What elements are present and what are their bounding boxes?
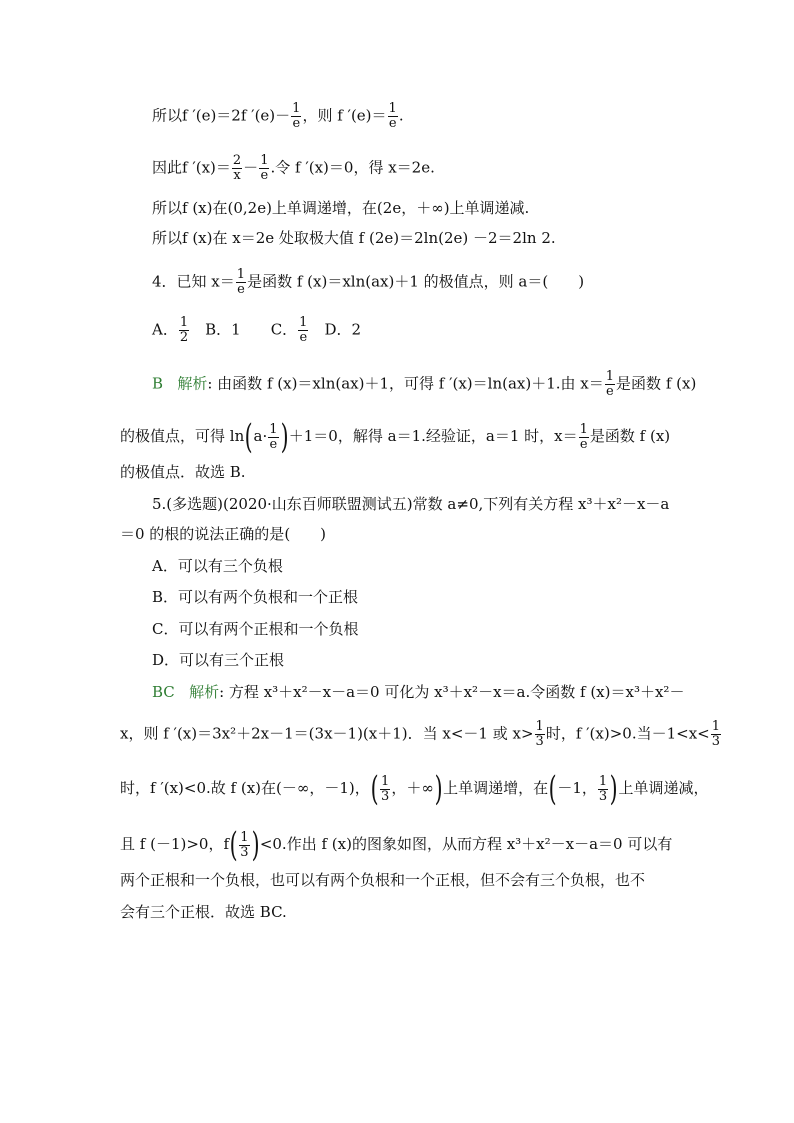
text-run: － <box>243 158 259 177</box>
analysis-label: 解析 <box>189 683 220 701</box>
text-run: 所以f ′(e)＝2f ′(e)－ <box>152 106 291 125</box>
solution-line-3: 所以f (x)在(0,2e)上单调递增，在(2e，＋∞)上单调递减. <box>152 199 530 217</box>
text-run: 4．已知 x＝ <box>152 272 235 291</box>
question-4-stem <box>152 268 584 297</box>
fraction: $\frac{1}{3}$ <box>240 829 249 860</box>
fraction: $\frac{1}{3}$ <box>598 773 608 804</box>
text-run: . <box>398 106 404 125</box>
right-paren: ) <box>609 769 618 809</box>
option-a: A．可以有三个负根 <box>152 557 283 575</box>
question-5-stem-1: 5.(多选题)(2020·山东百师联盟测试五)常数 a≠0,下列有关方程 x³＋x²－x－a <box>152 495 670 513</box>
fraction: $\frac{1}{e}$ <box>388 101 397 131</box>
question-4-options <box>152 316 361 345</box>
question-5-stem-2: ＝0 的根的说法正确的是( ) <box>120 525 327 543</box>
fraction: $\frac{1}{e}$ <box>605 369 615 399</box>
text-run: ，＋∞ <box>391 779 434 797</box>
fraction: $\frac{1}{e}$ <box>299 315 308 345</box>
left-paren: ( <box>370 769 379 809</box>
left-paren: ( <box>548 769 557 809</box>
solution-5-line-2 <box>120 720 722 749</box>
text-run: B．1 C． <box>190 320 298 339</box>
text-run: 的极值点，可得 ln <box>120 427 245 445</box>
fraction: $\frac{1}{e}$ <box>236 267 246 297</box>
solution-5-line-3 <box>120 769 709 809</box>
text-run: .令 f ′(x)＝0，得 x＝2e. <box>270 158 435 177</box>
analysis-label: 解析 <box>177 374 208 393</box>
text-run: 因此f ′(x)＝ <box>152 158 231 177</box>
text-run: a· <box>253 427 268 445</box>
text-run: 时，f ′(x)>0.当－1<x< <box>545 724 710 743</box>
fraction: $\frac{1}{e}$ <box>579 421 588 452</box>
solution-4-line-3: 的极值点．故选 B. <box>120 463 246 481</box>
text-run: 是函数 f (x)＝xln(ax)＋1 的极值点，则 a＝( ) <box>247 272 585 291</box>
right-paren: ) <box>251 825 260 865</box>
text-run: : 方程 x³＋x²－x－a＝0 可化为 x³＋x²－x＝a.令函数 f (x)＝x³＋x²－ <box>219 683 685 701</box>
fraction: $\frac{1}{e}$ <box>269 421 278 452</box>
text-run: x，则 f ′(x)＝3x²＋2x－1＝(3x－1)(x＋1)．当 x<－1 或 x> <box>120 724 534 743</box>
text-run: ，则 f ′(e)＝ <box>302 106 387 125</box>
fraction: $\frac{1}{3}$ <box>381 773 390 804</box>
fraction: $\frac{1}{e}$ <box>292 101 301 131</box>
text-run: 上单调递增，在 <box>443 779 549 797</box>
fraction: $\frac{1}{3}$ <box>711 719 721 749</box>
left-paren: ( <box>229 825 238 865</box>
text-run: 是函数 f (x) <box>589 427 671 445</box>
fraction: $\frac{2}{x}$ <box>232 153 242 183</box>
right-paren: ) <box>280 417 289 457</box>
text-run: D．2 <box>309 320 362 339</box>
text-run: A． <box>152 320 178 339</box>
text-run: 是函数 f (x) <box>616 374 697 393</box>
text-run: －1， <box>557 779 597 797</box>
text-run: ＋1＝0，解得 a＝1.经验证，a＝1 时，x＝ <box>288 427 578 445</box>
solution-line-2 <box>152 154 435 183</box>
fraction: $\frac{1}{3}$ <box>535 719 544 749</box>
option-d: D．可以有三个正根 <box>152 651 285 669</box>
option-c: C．可以有两个正根和一个负根 <box>152 620 359 638</box>
text-run: 且 f (－1)>0，f <box>120 835 229 853</box>
solution-5-line-4 <box>120 825 673 865</box>
solution-4-line-1 <box>152 370 696 399</box>
text-run: <0.作出 f (x)的图象如图，从而方程 x³＋x²－x－a＝0 可以有 <box>259 835 673 853</box>
answer-label: BC <box>152 683 175 701</box>
solution-5-line-1 <box>152 682 684 702</box>
solution-line-1 <box>152 102 404 131</box>
text-run: : 由函数 f (x)＝xln(ax)＋1，可得 f ′(x)＝ln(ax)＋1.由 x＝ <box>207 374 604 393</box>
left-paren: ( <box>244 417 253 457</box>
fraction: $\frac{1}{2}$ <box>179 315 189 345</box>
solution-5-line-6: 会有三个正根．故选 BC. <box>120 903 287 921</box>
right-paren: ) <box>434 769 443 809</box>
solution-5-line-5: 两个正根和一个负根，也可以有两个负根和一个正根，但不会有三个负根，也不 <box>120 871 646 889</box>
fraction: $\frac{1}{e}$ <box>260 153 269 183</box>
text-run: 上单调递减， <box>618 779 709 797</box>
answer-label: B <box>152 374 164 393</box>
text-run: 时，f ′(x)<0.故 f (x)在(－∞，－1)， <box>120 779 370 797</box>
option-b: B．可以有两个负根和一个正根 <box>152 588 359 606</box>
solution-line-4: 所以f (x)在 x＝2e 处取极大值 f (2e)＝2ln(2e) －2＝2ln 2. <box>152 229 556 247</box>
solution-4-line-2 <box>120 417 671 457</box>
